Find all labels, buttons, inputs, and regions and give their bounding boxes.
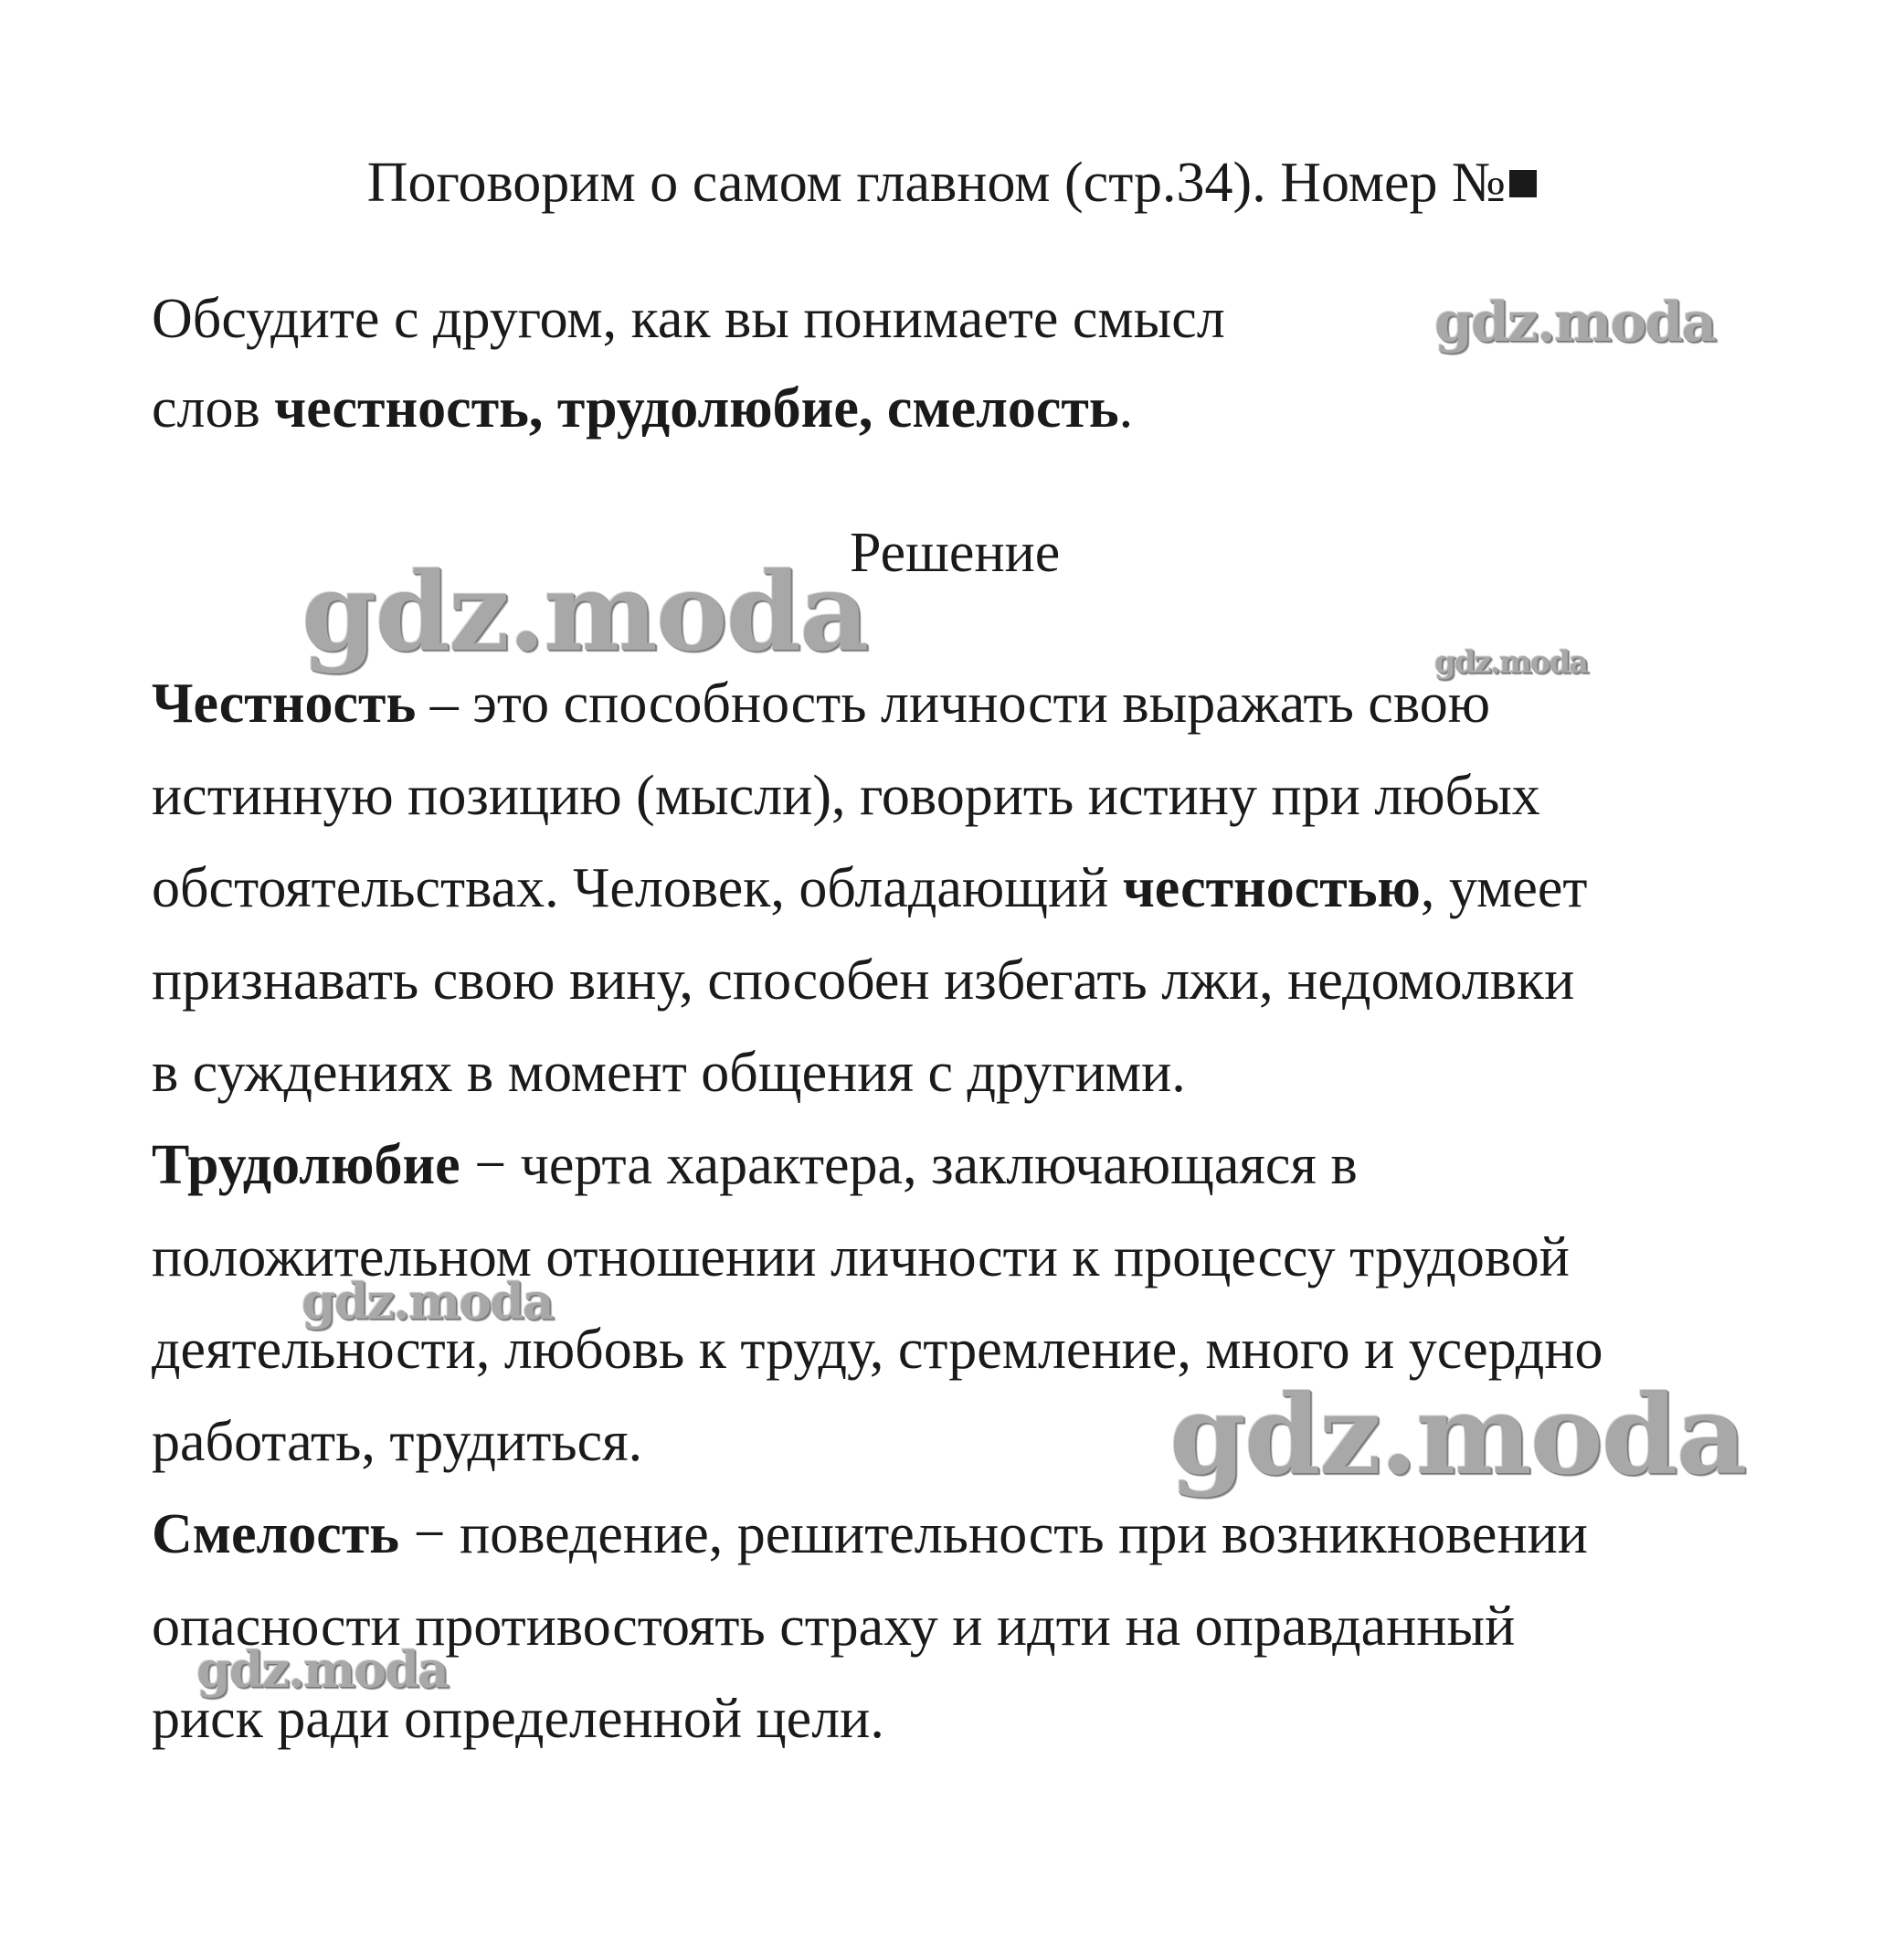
diligence-line-2: положительном отношении личности к процессу трудовой xyxy=(152,1226,1570,1288)
diligence-line-1 xyxy=(152,1119,1796,1212)
diligence-term: Трудолюбие xyxy=(152,1134,460,1196)
task-line-2-prefix: слов xyxy=(152,377,275,440)
task-line-2 xyxy=(152,364,1760,453)
task-keywords: честность, трудолюбие, смелость xyxy=(274,377,1119,440)
watermark: gdz.moda xyxy=(196,1640,448,1699)
courage-term: Смелость xyxy=(152,1503,400,1565)
honesty-line-3 xyxy=(152,843,1796,935)
watermark: gdz.moda xyxy=(301,1272,553,1330)
watermark: gdz.moda xyxy=(1434,291,1716,355)
watermark: gdz.moda xyxy=(1169,1371,1746,1500)
honesty-line-3-post: , умеет xyxy=(1420,857,1588,919)
diligence-definition-start: − черта характера, заключающаяся в xyxy=(460,1134,1358,1196)
diligence-line-4: работать, трудиться. xyxy=(152,1411,643,1473)
honesty-line-3-pre: обстоятельствах. Человек, обладающий xyxy=(152,857,1123,919)
courage-definition-start: − поведение, решительность при возникновении xyxy=(399,1503,1588,1565)
honesty-line-5: в суждениях в момент общения с другими. xyxy=(152,1042,1186,1104)
task-line-1: Обсудите с другом, как вы понимаете смысл xyxy=(152,288,1225,350)
page-heading xyxy=(0,146,1904,219)
heading-text: Поговорим о самом главном (стр.34). Номер № xyxy=(366,152,1507,214)
honesty-line-2: истинную позицию (мысли), говорить истину при любых xyxy=(152,765,1540,827)
courage-line-3: риск ради определенной цели. xyxy=(152,1688,884,1750)
honesty-line-1 xyxy=(152,658,1796,750)
honesty-term: Честность xyxy=(152,673,417,735)
honesty-line-4: признавать свою вину, способен избегать лжи, недомолвки xyxy=(152,949,1575,1012)
diligence-line-3: деятельности, любовь к труду, стремление, много и усердно xyxy=(152,1319,1603,1381)
answer-text xyxy=(152,658,1796,1765)
number-placeholder-box xyxy=(1509,170,1537,197)
watermark: gdz.moda xyxy=(1434,644,1588,681)
courage-line-2: опасности противостоять страху и идти на оправданный xyxy=(152,1595,1516,1658)
honesty-definition-start: – это способность личности выражать свою xyxy=(416,673,1491,735)
courage-line-1 xyxy=(152,1489,1796,1581)
watermark: gdz.moda xyxy=(301,548,868,675)
task-text xyxy=(152,274,1760,453)
task-line-2-suffix: . xyxy=(1118,377,1134,440)
honesty-bold-word: честностью xyxy=(1122,857,1421,919)
solution-title: Решение xyxy=(850,522,1061,584)
